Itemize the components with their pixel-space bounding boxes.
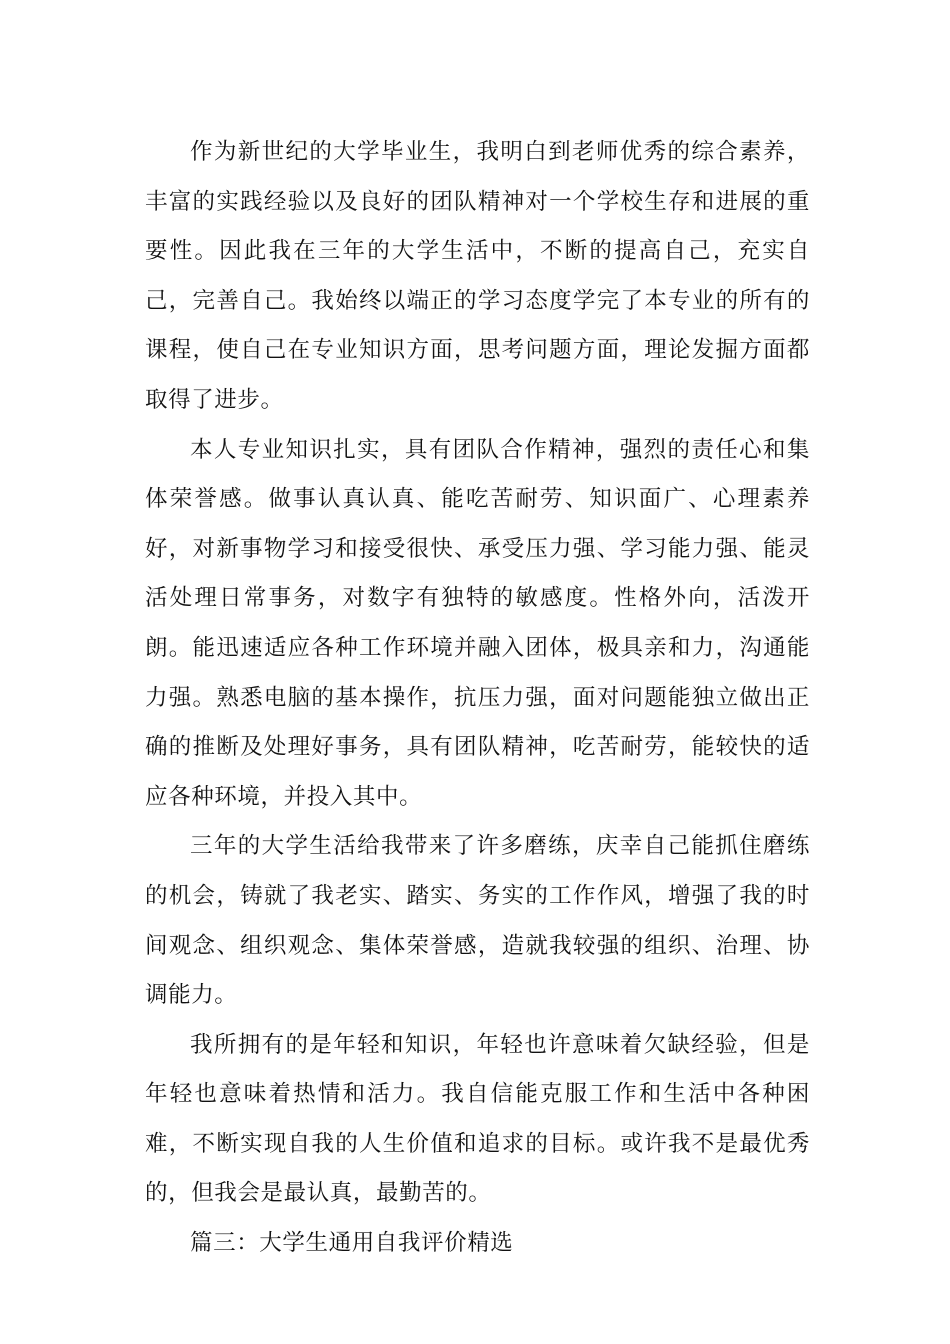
paragraph-2: 本人专业知识扎实，具有团队合作精神，强烈的责任心和集体荣誉感。做事认真认真、能吃苦耐劳、知识面广、心理素养好，对新事物学习和接受很快、承受压力强、学习能力强、能灵活处理日常事务，对数字有独特的敏感度。性格外向，活泼开朗。能迅速适应各种工作环境并融入团体，极具亲和力，沟通能力强。熟悉电脑的基本操作，抗压力强，面对问题能独立做出正确的推断及处理好事务，具有团队精神，吃苦耐劳，能较快的适应各种环境，并投入其中。 — [145, 436, 810, 810]
section-heading: 篇三：大学生通用自我评价精选 — [190, 1230, 514, 1257]
paragraph-1: 作为新世纪的大学毕业生，我明白到老师优秀的综合素养，丰富的实践经验以及良好的团队精神对一个学校生存和进展的重要性。因此我在三年的大学生活中，不断的提高自己，充实自己，完善自己。我始终以端正的学习态度学完了本专业的所有的课程，使自己在专业知识方面，思考问题方面，理论发掘方面都取得了进步。 — [145, 139, 810, 413]
document-page — [145, 128, 810, 1269]
paragraph-4: 我所拥有的是年轻和知识，年轻也许意味着欠缺经验，但是年轻也意味着热情和活力。我自信能克服工作和生活中各种困难，不断实现自我的人生价值和追求的目标。或许我不是最优秀的，但我会是最认真，最勤苦的。 — [145, 1031, 810, 1207]
paragraph-3: 三年的大学生活给我带来了许多磨练，庆幸自己能抓住磨练的机会，铸就了我老实、踏实、务实的工作作风，增强了我的时间观念、组织观念、集体荣誉感，造就我较强的组织、治理、协调能力。 — [145, 833, 810, 1009]
